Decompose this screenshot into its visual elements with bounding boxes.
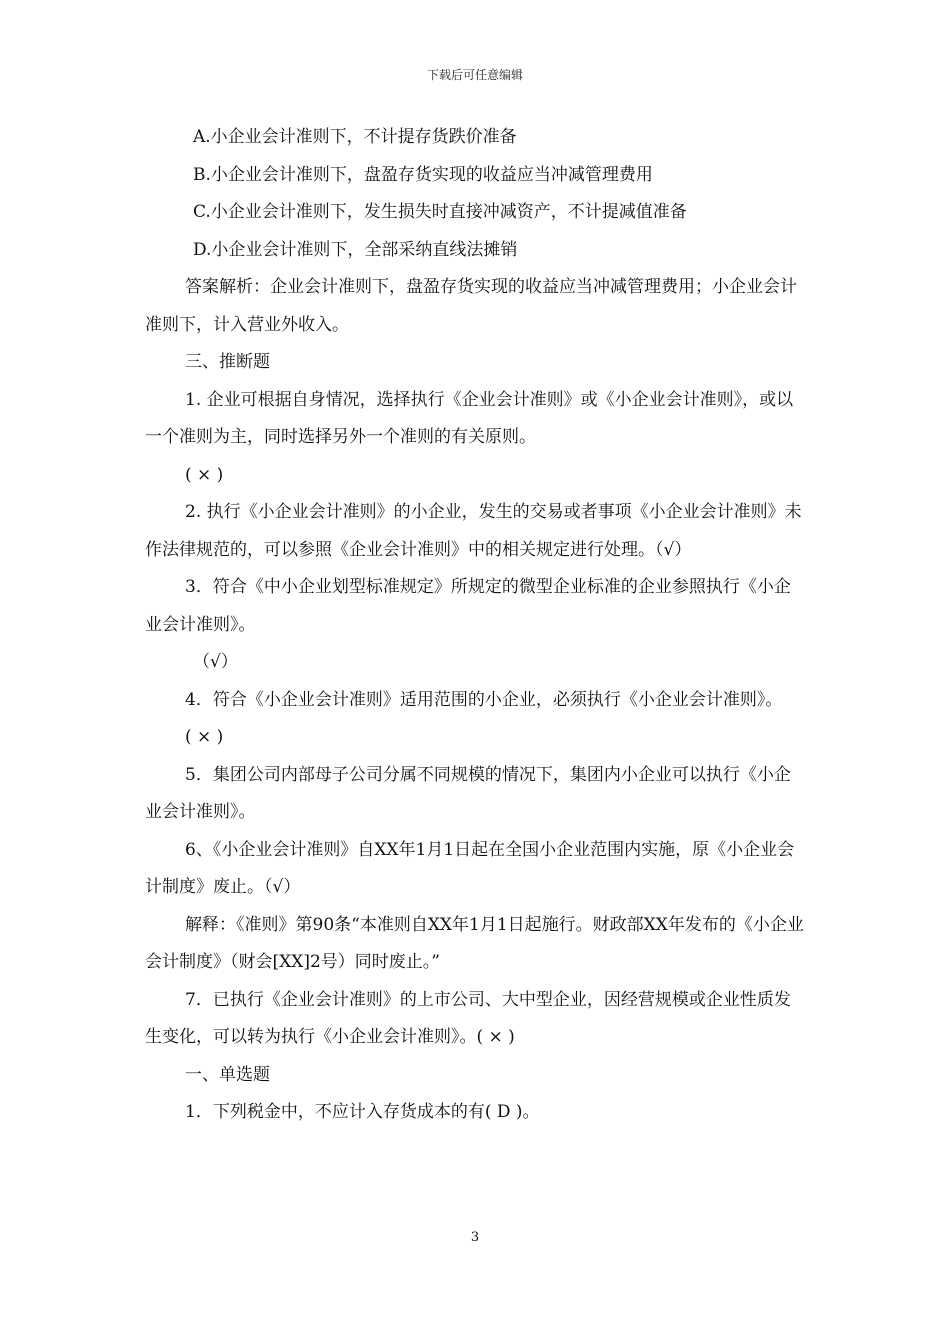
option-d: D.小企业会计准则下，全部采纳直线法摊销: [193, 239, 518, 260]
question-4: 4．符合《小企业会计准则》适用范围的小企业，必须执行《小企业会计准则》。: [185, 689, 783, 710]
question-2: 2. 执行《小企业会计准则》的小企业，发生的交易或者事项《小企业会计准则》未作法律规范的，可以参照《企业会计准则》中的相关规定进行处理。（√）: [145, 502, 802, 560]
question-7: 7．已执行《企业会计准则》的上市公司、大中型企业，因经营规模或企业性质发生变化，可以转为执行《小企业会计准则》。( × ): [145, 989, 791, 1047]
question-1: 1. 企业可根据自身情况，选择执行《企业会计准则》或《小企业会计准则》，或以一个准则为主，同时选择另外一个准则的有关原则。: [145, 389, 794, 447]
option-b: B.小企业会计准则下，盘盈存货实现的收益应当冲减管理费用: [193, 164, 653, 185]
question-1-answer: ( × ): [185, 464, 224, 485]
question-3: 3．符合《中小企业划型标准规定》所规定的微型企业标准的企业参照执行《小企业会计准则》。: [145, 577, 791, 635]
option-a: A.小企业会计准则下，不计提存货跌价准备: [193, 127, 517, 147]
answer-explanation: 答案解析：企业会计准则下，盘盈存货实现的收益应当冲减管理费用；小企业会计准则下，计入营业外收入。: [145, 277, 797, 335]
page-number: 3: [470, 1230, 480, 1245]
document-body: [145, 119, 805, 1132]
option-c: C.小企业会计准则下，发生损失时直接冲减资产，不计提减值准备: [193, 202, 687, 222]
section-heading-judgment: 三、推断题: [185, 352, 270, 372]
page-header: 下载后可任意编辑: [426, 68, 523, 82]
single-choice-1: 1．下列税金中，不应计入存货成本的有( D )。: [185, 1102, 540, 1122]
question-5: 5．集团公司内部母子公司分属不同规模的情况下，集团内小企业可以执行《小企业会计准则》。: [145, 764, 791, 822]
section-heading-single-choice: 一、单选题: [185, 1064, 270, 1085]
question-4-answer: ( × ): [185, 727, 224, 747]
question-6: 6、《小企业会计准则》自XX年1月1日起在全国小企业范围内实施，原《小企业会计制度》废止。（√）: [145, 839, 795, 897]
question-6-explanation: 解释：《准则》第90条“本准则自XX年1月1日起施行。财政部XX年发布的《小企业会计制度》（财会[XX]2号）同时废止。”: [145, 914, 804, 972]
question-3-answer: （√）: [193, 652, 238, 672]
